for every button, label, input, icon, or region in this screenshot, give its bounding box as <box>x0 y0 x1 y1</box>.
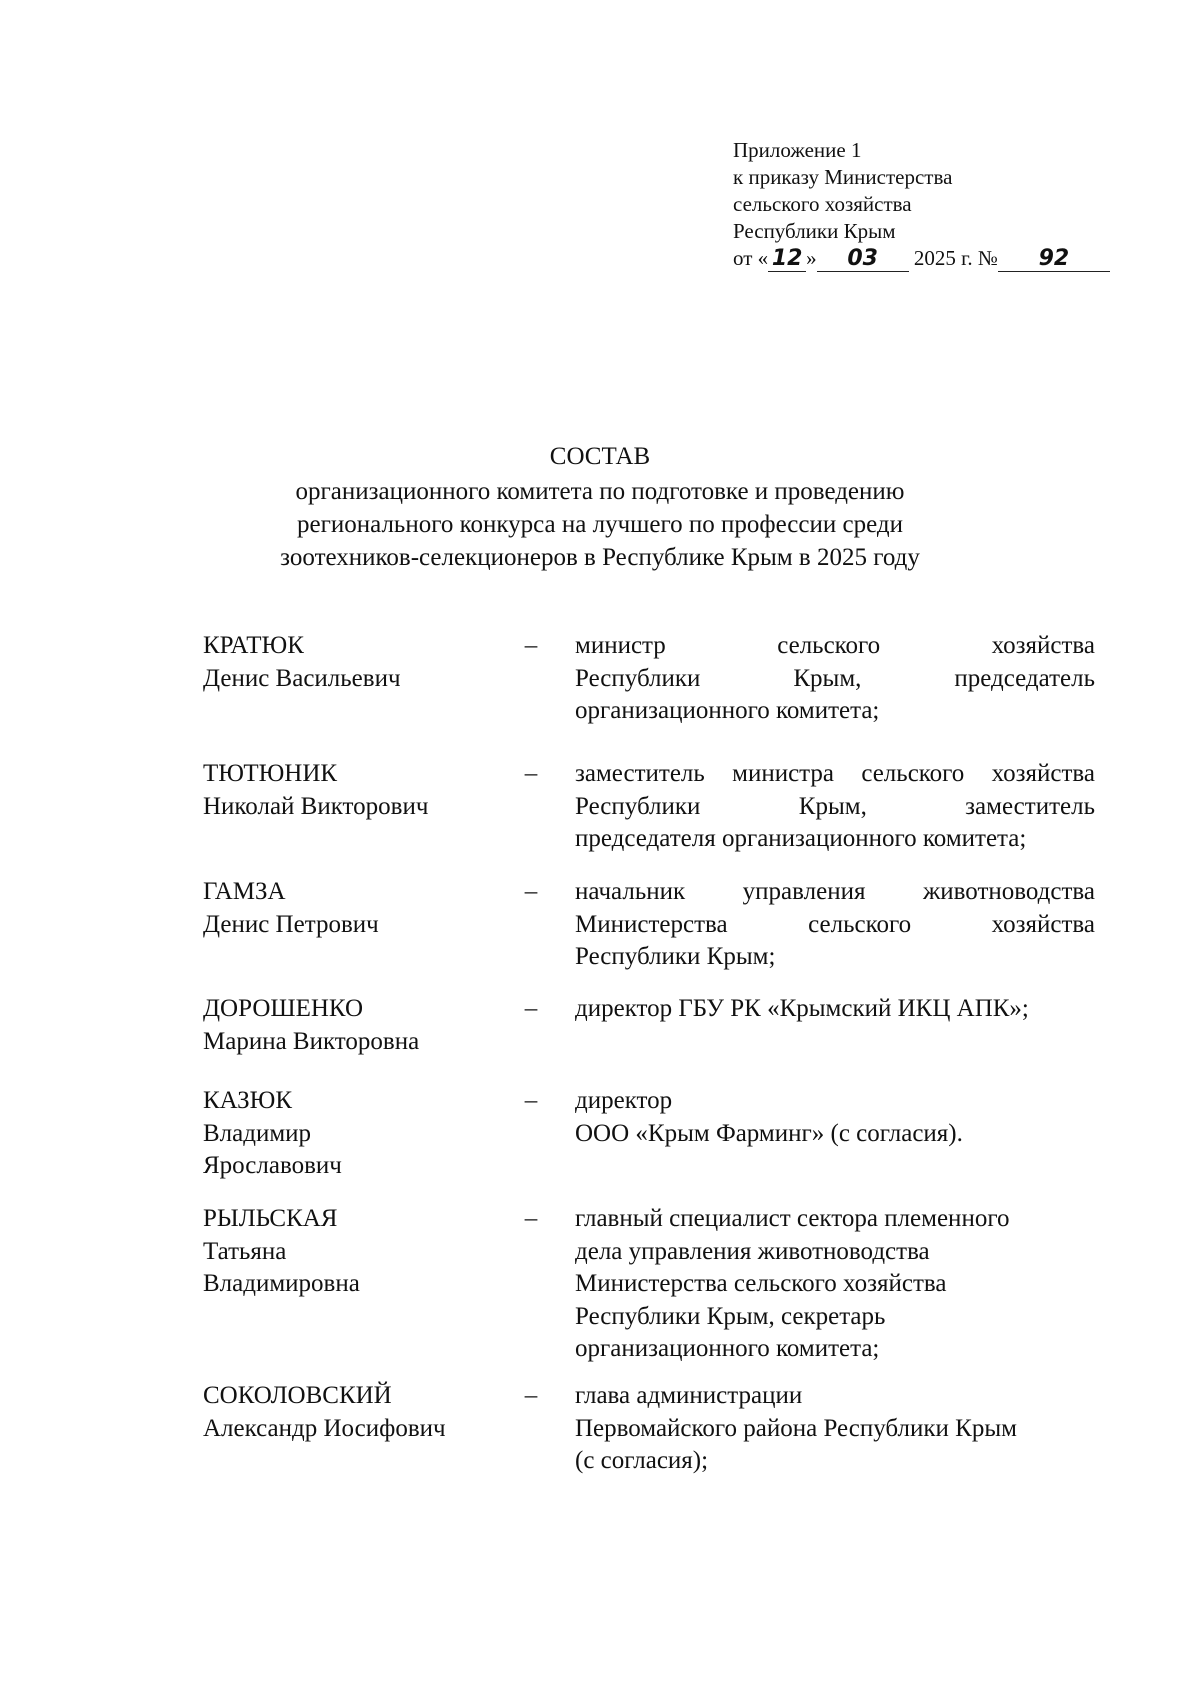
title-line-3: зоотехников-селекционеров в Республике Крым в 2025 году <box>280 544 920 571</box>
role-line: дела управления животноводства <box>575 1237 930 1265</box>
handwritten-day: 12 <box>768 247 806 272</box>
role-line: начальник управления животноводства <box>575 878 1095 905</box>
document-title <box>200 440 1000 574</box>
member-name <box>203 758 503 823</box>
member-surname: ДОРОШЕНКО <box>203 995 364 1022</box>
member-surname: СОКОЛОВСКИЙ <box>203 1382 392 1409</box>
member-surname: ГАМЗА <box>203 878 286 905</box>
member-given-name: Николай Викторович <box>203 792 429 820</box>
member-name <box>203 876 503 941</box>
member-given-name: Денис Васильевич <box>203 664 401 692</box>
date-year: 2025 г. № <box>913 246 998 270</box>
member-name <box>203 1380 503 1445</box>
appendix-date-line <box>733 245 1110 272</box>
member-given-name: Денис Петрович <box>203 910 379 938</box>
date-prefix: от « <box>733 246 769 270</box>
role-line: Республики Крым, секретарь <box>575 1302 886 1330</box>
member-name <box>203 1203 503 1301</box>
role-line: директор <box>575 1087 673 1114</box>
member-role <box>575 1380 1095 1478</box>
member-patronymic: Владимировна <box>203 1270 360 1297</box>
role-line: Республики Крым, председатель <box>575 664 1095 692</box>
member-surname: КАЗЮК <box>203 1087 293 1114</box>
role-line: Министерства сельского хозяйства <box>575 910 1095 938</box>
handwritten-month: 03 <box>817 247 909 272</box>
member-surname: ТЮТЮНИК <box>203 760 338 787</box>
appendix-line-2: к приказу Министерства <box>733 165 953 189</box>
role-line: Республики Крым; <box>575 943 776 970</box>
role-line: министр сельского хозяйства <box>575 632 1095 659</box>
role-line: организационного комитета; <box>575 1335 880 1362</box>
member-dash: – <box>524 632 538 659</box>
role-line: глава администрации <box>575 1382 803 1409</box>
member-role <box>575 758 1095 856</box>
role-line: главный специалист сектора племенного <box>575 1205 1010 1232</box>
role-line: директор ГБУ РК «Крымский ИКЦ АПК»; <box>575 995 1029 1022</box>
member-dash: – <box>524 995 538 1022</box>
role-line: Республики Крым, заместитель <box>575 792 1095 820</box>
member-role <box>575 993 1095 1026</box>
member-role <box>575 1203 1095 1366</box>
member-patronymic: Ярославович <box>203 1152 342 1179</box>
title-line-2: регионального конкурса на лучшего по профессии среди <box>297 511 903 538</box>
title-heading: СОСТАВ <box>549 443 651 470</box>
role-line: председателя организационного комитета; <box>575 825 1027 852</box>
role-line: заместитель министра сельского хозяйства <box>575 760 1095 787</box>
appendix-header <box>733 137 1110 272</box>
role-line: Первомайского района Республики Крым <box>575 1414 1017 1442</box>
member-dash: – <box>524 1382 538 1409</box>
date-day-close: » <box>806 246 817 270</box>
member-dash: – <box>524 760 538 787</box>
member-surname: КРАТЮК <box>203 632 304 659</box>
member-name <box>203 630 503 695</box>
appendix-line-1: Приложение 1 <box>733 138 862 162</box>
role-line: Министерства сельского хозяйства <box>575 1270 947 1297</box>
appendix-line-3: сельского хозяйства <box>733 192 912 216</box>
role-line: (с согласия); <box>575 1447 709 1474</box>
member-name <box>203 1085 503 1183</box>
member-role <box>575 630 1095 728</box>
member-role <box>575 876 1095 974</box>
member-given-name: Владимир <box>203 1119 312 1147</box>
member-surname: РЫЛЬСКАЯ <box>203 1205 338 1232</box>
role-line: организационного комитета; <box>575 697 880 724</box>
member-dash: – <box>524 878 538 905</box>
handwritten-number: 92 <box>998 247 1110 272</box>
member-role <box>575 1085 1095 1150</box>
member-given-name: Александр Иосифович <box>203 1414 446 1442</box>
role-line: ООО «Крым Фарминг» (с согласия). <box>575 1119 963 1147</box>
member-given-name: Марина Викторовна <box>203 1027 420 1055</box>
member-given-name: Татьяна <box>203 1237 287 1265</box>
member-name <box>203 993 503 1058</box>
member-dash: – <box>524 1087 538 1114</box>
appendix-line-4: Республики Крым <box>733 219 896 243</box>
member-dash: – <box>524 1205 538 1232</box>
title-line-1: организационного комитета по подготовке и проведению <box>295 478 905 505</box>
